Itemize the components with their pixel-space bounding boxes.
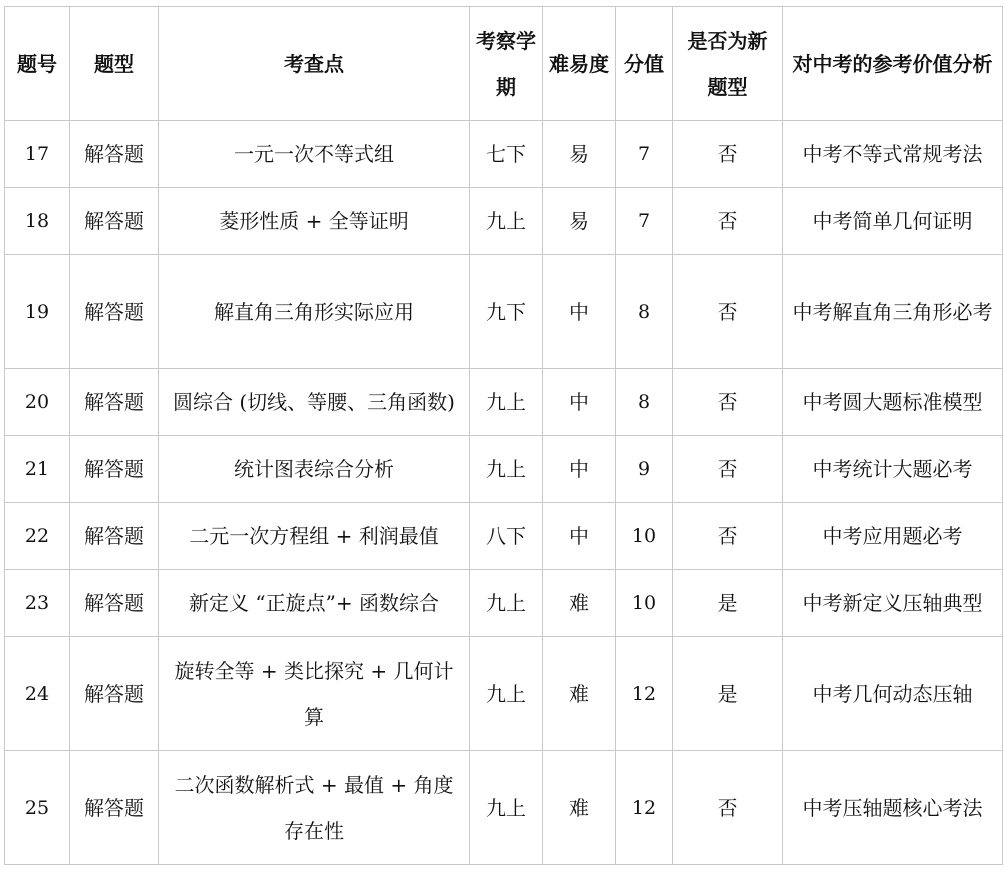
cell-question-no: 22: [5, 503, 70, 570]
cell-term: 七下: [470, 121, 543, 188]
cell-difficulty: 中: [543, 255, 616, 369]
cell-exam-point: 一元一次不等式组: [159, 121, 470, 188]
table-row: [5, 369, 1003, 436]
cell-exam-point: 旋转全等 + 类比探究 + 几何计算: [159, 637, 470, 751]
cell-is-new-type: 否: [673, 751, 783, 865]
cell-exam-point: 统计图表综合分析: [159, 436, 470, 503]
table-header-row: [5, 7, 1003, 121]
cell-reference-value: 中考解直角三角形必考: [783, 255, 1003, 369]
cell-is-new-type: 否: [673, 436, 783, 503]
cell-reference-value: 中考不等式常规考法: [783, 121, 1003, 188]
cell-score: 10: [616, 503, 673, 570]
cell-difficulty: 难: [543, 637, 616, 751]
cell-question-type: 解答题: [70, 570, 159, 637]
cell-question-no: 19: [5, 255, 70, 369]
cell-question-type: 解答题: [70, 436, 159, 503]
cell-term: 九下: [470, 255, 543, 369]
header-cell-difficulty: 难易度: [543, 7, 616, 121]
cell-difficulty: 难: [543, 751, 616, 865]
cell-difficulty: 中: [543, 503, 616, 570]
cell-reference-value: 中考统计大题必考: [783, 436, 1003, 503]
cell-is-new-type: 是: [673, 637, 783, 751]
cell-is-new-type: 否: [673, 369, 783, 436]
cell-exam-point: 新定义 “正旋点”+ 函数综合: [159, 570, 470, 637]
cell-is-new-type: 否: [673, 255, 783, 369]
cell-score: 8: [616, 369, 673, 436]
cell-exam-point: 二次函数解析式 + 最值 + 角度存在性: [159, 751, 470, 865]
cell-question-type: 解答题: [70, 188, 159, 255]
cell-question-type: 解答题: [70, 637, 159, 751]
cell-difficulty: 难: [543, 570, 616, 637]
cell-question-type: 解答题: [70, 369, 159, 436]
header-cell-question-no: 题号: [5, 7, 70, 121]
cell-reference-value: 中考简单几何证明: [783, 188, 1003, 255]
cell-question-no: 24: [5, 637, 70, 751]
cell-score: 12: [616, 751, 673, 865]
header-cell-exam-point: 考查点: [159, 7, 470, 121]
cell-question-type: 解答题: [70, 255, 159, 369]
cell-reference-value: 中考新定义压轴典型: [783, 570, 1003, 637]
cell-exam-point: 圆综合 (切线、等腰、三角函数): [159, 369, 470, 436]
cell-score: 12: [616, 637, 673, 751]
cell-is-new-type: 否: [673, 121, 783, 188]
cell-question-no: 18: [5, 188, 70, 255]
cell-term: 九上: [470, 188, 543, 255]
cell-reference-value: 中考压轴题核心考法: [783, 751, 1003, 865]
table-row: [5, 570, 1003, 637]
cell-reference-value: 中考应用题必考: [783, 503, 1003, 570]
header-cell-reference-value: 对中考的参考价值分析: [783, 7, 1003, 121]
cell-reference-value: 中考圆大题标准模型: [783, 369, 1003, 436]
cell-question-type: 解答题: [70, 503, 159, 570]
cell-reference-value: 中考几何动态压轴: [783, 637, 1003, 751]
cell-term: 九上: [470, 369, 543, 436]
cell-difficulty: 易: [543, 188, 616, 255]
cell-term: 九上: [470, 751, 543, 865]
cell-question-no: 21: [5, 436, 70, 503]
cell-question-type: 解答题: [70, 751, 159, 865]
table-row: [5, 188, 1003, 255]
cell-difficulty: 中: [543, 436, 616, 503]
cell-score: 7: [616, 188, 673, 255]
header-cell-score: 分值: [616, 7, 673, 121]
cell-term: 九上: [470, 436, 543, 503]
cell-term: 九上: [470, 570, 543, 637]
cell-exam-point: 菱形性质 + 全等证明: [159, 188, 470, 255]
cell-question-no: 23: [5, 570, 70, 637]
cell-score: 7: [616, 121, 673, 188]
table-row: [5, 503, 1003, 570]
exam-analysis-table: [4, 6, 1003, 865]
cell-term: 八下: [470, 503, 543, 570]
cell-term: 九上: [470, 637, 543, 751]
cell-question-no: 17: [5, 121, 70, 188]
table-row: [5, 255, 1003, 369]
cell-score: 8: [616, 255, 673, 369]
cell-difficulty: 中: [543, 369, 616, 436]
cell-score: 10: [616, 570, 673, 637]
cell-is-new-type: 否: [673, 503, 783, 570]
table-row: [5, 436, 1003, 503]
cell-is-new-type: 是: [673, 570, 783, 637]
table-row: [5, 121, 1003, 188]
cell-question-type: 解答题: [70, 121, 159, 188]
cell-question-no: 25: [5, 751, 70, 865]
table-row: [5, 751, 1003, 865]
cell-score: 9: [616, 436, 673, 503]
header-cell-question-type: 题型: [70, 7, 159, 121]
cell-exam-point: 二元一次方程组 + 利润最值: [159, 503, 470, 570]
cell-is-new-type: 否: [673, 188, 783, 255]
header-cell-term: 考察学期: [470, 7, 543, 121]
cell-question-no: 20: [5, 369, 70, 436]
cell-exam-point: 解直角三角形实际应用: [159, 255, 470, 369]
table-row: [5, 637, 1003, 751]
header-cell-is-new-type: 是否为新题型: [673, 7, 783, 121]
cell-difficulty: 易: [543, 121, 616, 188]
